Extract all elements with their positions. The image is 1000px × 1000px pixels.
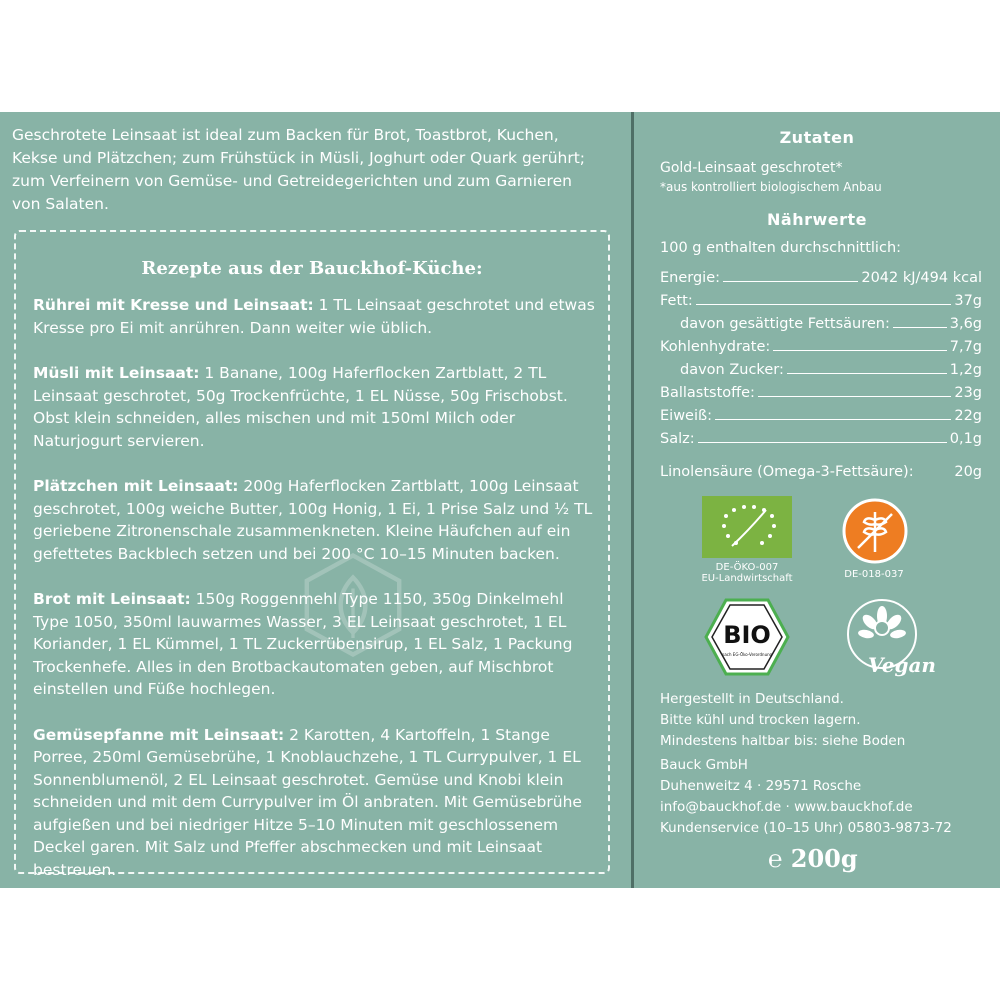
nutrition-label: Salz: [660, 431, 695, 447]
nutrition-row-sugar [660, 358, 982, 378]
company-line: Bauck GmbH [660, 757, 748, 773]
dotted-leader [723, 281, 858, 282]
nutrition-row-salt [660, 427, 982, 447]
company-line: info@bauckhof.de · www.bauckhof.de [660, 799, 913, 815]
nutrition-row-energy [660, 266, 982, 286]
nutrition-label: Fett: [660, 293, 693, 309]
ingredients-text: Gold-Leinsaat geschrotet* [660, 160, 843, 176]
bio-seal-text: BIO [723, 621, 771, 649]
nutrition-label: davon Zucker: [680, 362, 784, 378]
nutrition-label: Eiweiß: [660, 408, 713, 424]
nutrition-row-protein [660, 404, 982, 424]
leaf-watermark-icon [298, 550, 408, 660]
vegan-logo-text: Vegan [868, 653, 936, 677]
recipe-item [33, 294, 595, 339]
bio-seal-subtext: nach EG-Öko-Verordnung [721, 652, 773, 657]
linolen-value: 20g [954, 464, 982, 480]
recipes-title: Rezepte aus der Bauckhof-Küche: [141, 258, 483, 279]
eu-organic-logo-icon [702, 496, 792, 558]
bio-seal-icon [704, 598, 790, 676]
zutaten-heading: Zutaten [779, 128, 855, 147]
nutrition-row-carbs [660, 335, 982, 355]
company-line: Duhenweitz 4 · 29571 Rosche [660, 778, 862, 794]
nutrition-value: 2042 kJ/494 kcal [861, 270, 982, 286]
recipe-box [14, 230, 610, 879]
recipe-text: 1 TL Leinsaat geschrotet und etwas Kresse pro Ei mit anrühren. Dann weiter wie üblich. [33, 296, 595, 337]
nutrition-row-saturated [660, 312, 982, 332]
recipe-text: 1 Banane, 100g Haferflocken Zartblatt, 2 TL Leinsaat geschrotet, 50g Trockenfrüchte, 1 EL Nüsse, 50g Frischobst. Obst klein schneiden, alles mischen und mit 150ml Milch oder Naturjogurt servieren. [33, 364, 568, 450]
naehrwerte-heading: Nährwerte [767, 210, 867, 229]
recipe-title: Brot mit Leinsaat: [33, 590, 191, 608]
eu-logo-caption-line: DE-ÖKO-007 [715, 562, 779, 573]
nutrition-value: 3,6g [949, 316, 982, 332]
gluten-free-logo-icon [840, 498, 910, 564]
dotted-leader [787, 373, 947, 374]
nutrition-label: Ballaststoffe: [660, 385, 755, 401]
dotted-leader [758, 396, 951, 397]
nutrition-value: 1,2g [949, 362, 982, 378]
recipe-text: 150g Roggenmehl Type 1150, 350g Dinkelmehl Type 1050, 350ml lauwarmes Wasser, 3 EL Leinsaat geschrotet, 1 EL Koriander, 1 EL Kümmel, 1 TL Zuckerrübensirup, 1 EL Salz, 1 Packung Trockenhefe. Alles in den Brotbackautomaten geben, auf Mischbrot einstellen und Füße hochlegen. [33, 590, 573, 698]
recipe-item [33, 362, 595, 452]
nutrition-value: 7,7g [949, 339, 982, 355]
dotted-leader [698, 442, 947, 443]
storage-line: Mindestens haltbar bis: siehe Boden [660, 733, 906, 749]
recipe-text: 200g Haferflocken Zartblatt, 100g Leinsaat geschrotet, 100g weiche Butter, 100g Honig, 1 Ei, 1 Prise Salz und ½ TL geriebene Zitronenschale zusammenkneten. Kleine Häufchen auf ein gefettetes Backblech setzen und bei 200 °C 10–15 Minuten backen. [33, 477, 593, 563]
recipe-text: 2 Karotten, 4 Kartoffeln, 1 Stange Porree, 250ml Gemüsebrühe, 1 Knoblauchzehe, 1 TL Currypulver, 1 EL Sonnenblumenöl, 2 EL Leinsaat geschrotet. Gemüse und Knobi klein schneiden und mit dem Currypulver im Öl anbraten. Mit Gemüsebrühe aufgießen und bei niedriger Hitze 5–10 Minuten mit geschlossenem Deckel garen. Mit Salz und Pfeffer abschmecken und mit Leinsaat bestreuen. [33, 725, 582, 879]
storage-info [660, 689, 990, 752]
gluten-logo-caption: DE-018-037 [844, 569, 904, 580]
eu-logo-caption [694, 562, 800, 584]
nutrition-value: 23g [954, 385, 982, 401]
eu-logo-caption-line: EU-Landwirtschaft [701, 573, 793, 584]
recipe-title: Müsli mit Leinsaat: [33, 364, 200, 382]
per-100g-text: 100 g enthalten durchschnittlich: [660, 240, 902, 256]
info-panel [634, 112, 1000, 888]
storage-line: Hergestellt in Deutschland. [660, 691, 844, 707]
recipe-title: Plätzchen mit Leinsaat: [33, 477, 239, 495]
dotted-leader [715, 419, 951, 420]
intro-text: Geschrotete Leinsaat ist ideal zum Backen für Brot, Toastbrot, Kuchen, Kekse und Plätzchen; zum Frühstück in Müsli, Joghurt oder Quark gerührt; zum Verfeinern von Gemüse- und Getreidegerichten und zum Garnieren von Salaten. [12, 126, 586, 213]
organic-note: *aus kontrolliert biologischem Anbau [660, 180, 882, 194]
linolen-label: Linolensäure (Omega-3-Fettsäure): [660, 464, 914, 480]
nutrition-row-fat [660, 289, 982, 309]
dotted-leader [773, 350, 946, 351]
company-info [660, 755, 990, 839]
nutrition-label: davon gesättigte Fettsäuren: [680, 316, 890, 332]
vegan-logo-icon [840, 596, 944, 678]
nutrition-value: 0,1g [949, 431, 982, 447]
nutrition-label: Kohlenhydrate: [660, 339, 771, 355]
nutrition-row-fiber [660, 381, 982, 401]
nutrition-value: 22g [954, 408, 982, 424]
net-weight: ℮ 200g [768, 844, 858, 873]
product-label [0, 112, 1000, 888]
nutrition-value: 37g [954, 293, 982, 309]
recipe-item [33, 724, 595, 882]
company-line: Kundenservice (10–15 Uhr) 05803-9873-72 [660, 820, 952, 836]
dotted-leader [893, 327, 947, 328]
nutrition-label: Energie: [660, 270, 721, 286]
dotted-leader [696, 304, 952, 305]
recipe-title: Rührei mit Kresse und Leinsaat: [33, 296, 314, 314]
linolen-row [660, 460, 982, 480]
recipe-title: Gemüsepfanne mit Leinsaat: [33, 725, 285, 744]
storage-line: Bitte kühl und trocken lagern. [660, 712, 861, 728]
